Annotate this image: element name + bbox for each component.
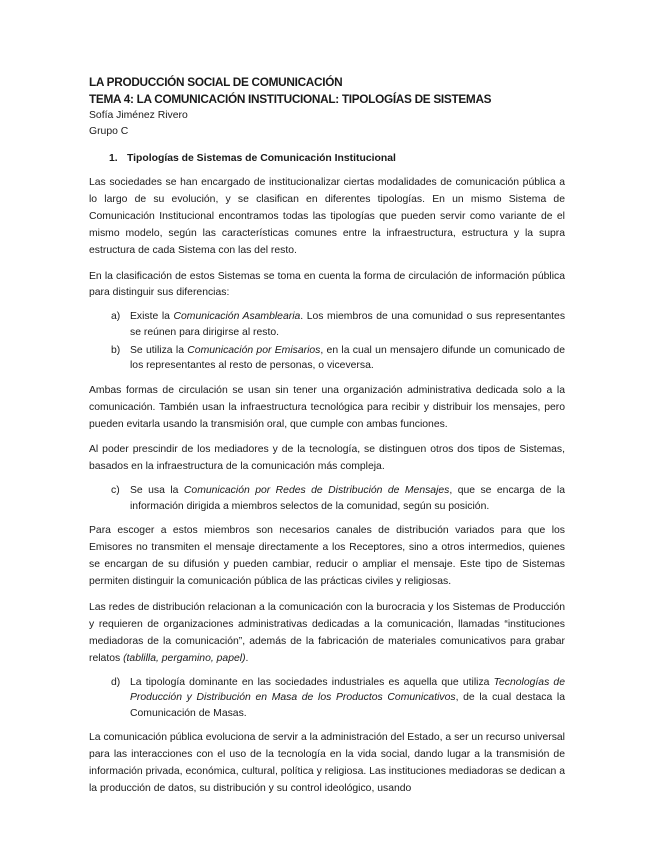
list-item-text: Se utiliza la xyxy=(130,344,188,356)
list-marker: b) xyxy=(111,344,121,356)
author-name: Sofía Jiménez Rivero xyxy=(89,110,188,121)
paragraph-3: Ambas formas de circulación se usan sin tener una organización administrativa dedicada solo a la comunicación. También usan la infraestructura tecnológica para recibir y distribuir los mensajes, pero pueden evitarla usando la transmisión oral, que cumple con ambas funciones. xyxy=(89,384,565,430)
paragraph-emphasis: (tablilla, pergamino, papel) xyxy=(123,652,246,664)
list-d xyxy=(89,675,565,722)
paragraph-4: Al poder prescindir de los mediadores y de la tecnología, se distinguen otros dos tipos de Sistemas, basados en la infraestructura de la comunicación más compleja. xyxy=(89,444,565,473)
group-label: Grupo C xyxy=(89,125,129,137)
topic-title: TEMA 4: LA COMUNICACIÓN INSTITUCIONAL: TIPOLOGÍAS DE SISTEMAS xyxy=(89,92,492,106)
paragraph-5: Para escoger a estos miembros son necesarios canales de distribución variados para que los Emisores no transmiten el mensaje directamente a los Receptores, sino a otros intermedios, quienes se encargan de su difusión y pueden cambiar, reducir o ampliar el mensaje. Este tipo de Sistemas permiten distinguir la comunicación pública de las prácticas civiles y religiosas. xyxy=(89,525,565,588)
course-title: LA PRODUCCIÓN SOCIAL DE COMUNICACIÓN xyxy=(89,75,343,89)
list-item-text: La tipología dominante en las sociedades industriales es aquella que utiliza xyxy=(130,676,494,688)
list-c xyxy=(89,483,565,514)
list-item-emphasis: Comunicación por Redes de Distribución de Mensajes xyxy=(183,485,450,497)
list-ab xyxy=(89,309,565,373)
list-item-emphasis: Tecnologías de Producción y Distribución en Masa de los Productos Comunicativos xyxy=(130,676,565,704)
list-marker: c) xyxy=(111,485,120,497)
list-item-emphasis: Comunicación por Emisarios xyxy=(187,344,321,356)
list-item-text: Se usa la xyxy=(130,485,184,497)
section-title: Tipologías de Sistemas de Comunicación Institucional xyxy=(127,153,396,164)
list-item-b xyxy=(89,343,565,374)
paragraph-1: Las sociedades se han encargado de institucionalizar ciertas modalidades de comunicación pública a lo largo de su evolución, y se clasifican en diferentes tipologías. En un mismo Sistema de Comunicación Institucional encontramos todas las tipologías que pueden servir como variante de el mismo modelo, según las características comunes entre la infraestructura, estructura y la supra estructura de cada Sistema con las del resto. xyxy=(89,177,565,256)
paragraph-2: En la clasificación de estos Sistemas se toma en cuenta la forma de circulación de información pública para distinguir sus diferencias: xyxy=(89,270,565,299)
list-item-d xyxy=(89,675,565,722)
list-item-a xyxy=(89,309,565,340)
paragraph-6 xyxy=(89,600,565,668)
list-item-text: . Los miembros de una comunidad o sus representantes se reúnen para dirigirse al resto. xyxy=(130,311,566,338)
paragraph-text: Las redes de distribución relacionan a la comunicación con la burocracia y los Sistemas de Producción y requieren de organizaciones administrativas dedicadas a la comunicación, llamadas “instituciones mediadoras de la comunicación”, además de la fabricación de materiales comunicativos para grabar relatos xyxy=(89,602,565,664)
list-item-emphasis: Comunicación Asamblearia xyxy=(173,311,301,323)
document-page xyxy=(89,74,565,798)
section-number: 1. xyxy=(109,153,118,164)
list-item-text: , que se encarga de la información dirigida a miembros selectos de la comunidad, según su posición. xyxy=(130,485,565,512)
list-marker: d) xyxy=(111,676,121,688)
list-item-text: , de la cual destaca la Comunicación de Masas. xyxy=(130,692,565,719)
section-heading xyxy=(89,151,565,166)
list-item-c xyxy=(89,483,565,514)
paragraph-text: . xyxy=(245,652,249,664)
paragraph-7: La comunicación pública evoluciona de servir a la administración del Estado, a ser un recurso universal para las interacciones con el uso de la tecnología en la vida social, dando lugar a la transmisión de información privada, económica, cultural, política y religiosa. Las instituciones mediadoras se dedican a la producción de datos, su distribución y su control ideológico, usando xyxy=(89,732,565,795)
list-marker: a) xyxy=(111,311,121,323)
list-item-text: Existe la xyxy=(130,311,174,323)
list-item-text: , en la cual un mensajero difunde un comunicado de los representantes al resto de personas, o viceversa. xyxy=(130,344,565,372)
